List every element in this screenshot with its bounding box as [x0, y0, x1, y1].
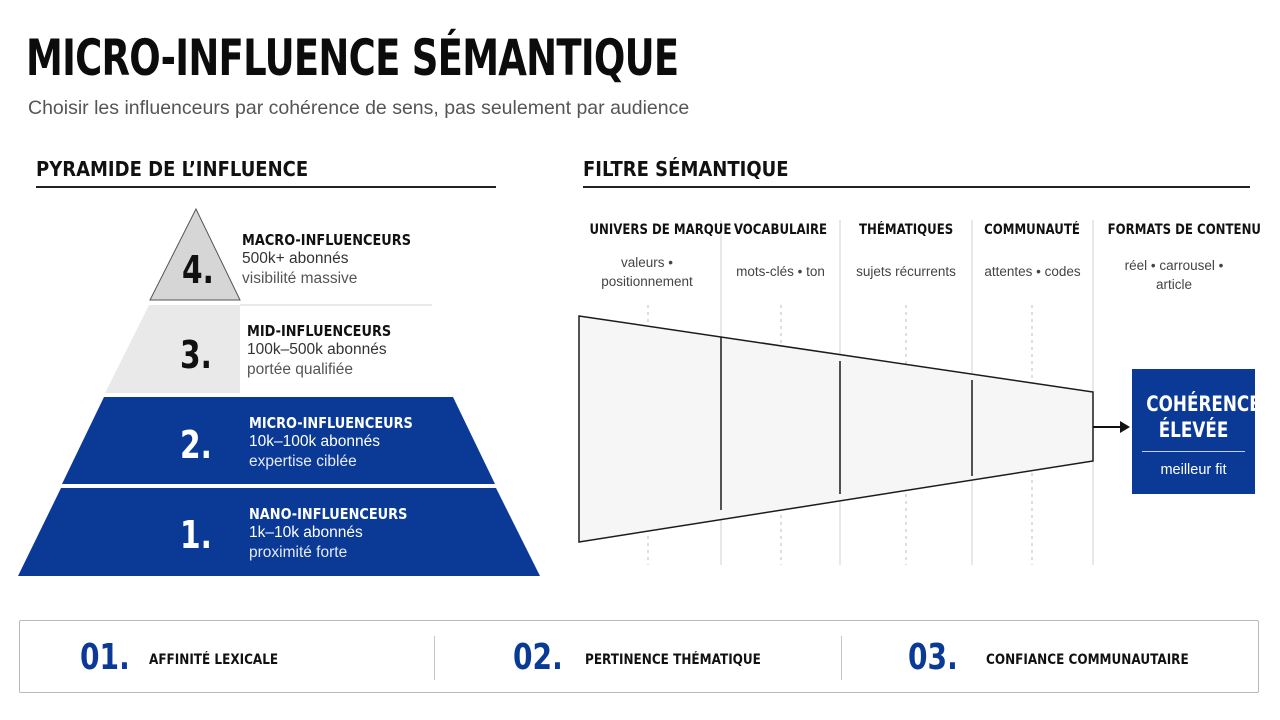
filter-section-title: FILTRE SÉMANTIQUE [583, 157, 789, 181]
criterion-2-label: PERTINENCE THÉMATIQUE [585, 652, 761, 668]
arrow-head-icon [1120, 421, 1130, 433]
stage-3-desc: sujets récurrents [856, 264, 956, 279]
result-title: COHÉRENCE ÉLEVÉE [1146, 392, 1261, 442]
stage-4-desc: attentes • codes [984, 264, 1081, 279]
pyramid-tier-1 [180, 515, 221, 555]
tier-1-audience: 1k–10k abonnés [249, 524, 363, 541]
tier-2-audience: 10k–100k abonnés [249, 433, 381, 450]
pyramid-section-rule [36, 186, 496, 188]
pyramid-tier-3-text [247, 322, 415, 380]
result-box [1132, 369, 1261, 494]
stage-3-title: THÉMATIQUES [858, 222, 954, 238]
page-title: MICRO-INFLUENCE SÉMANTIQUE [26, 29, 679, 87]
pyramid-section-title: PYRAMIDE DE L’INFLUENCE [36, 157, 309, 181]
filter-section-rule [583, 186, 1250, 188]
tier-2-number: 2. [180, 423, 212, 467]
tier-3-trait: portée qualifiée [247, 361, 353, 378]
tier-3-name: MID-INFLUENCEURS [247, 322, 392, 340]
result-subtitle: meilleur fit [1160, 462, 1227, 478]
tier-1-number: 1. [180, 513, 212, 557]
pyramid-tier-4 [182, 250, 223, 290]
tier-3-audience: 100k–500k abonnés [247, 341, 387, 358]
tier-1-trait: proximité forte [249, 544, 348, 561]
result-divider [1142, 451, 1245, 452]
stage-4-title: COMMUNAUTÉ [984, 222, 1081, 238]
tier-1-name: NANO-INFLUENCEURS [249, 505, 408, 523]
page-subtitle: Choisir les influenceurs par cohérence de sens, pas seulement par audience [28, 97, 690, 119]
tier-2-trait: expertise ciblée [249, 453, 357, 470]
tier-4-trait: visibilité massive [242, 270, 358, 287]
tier-4-audience: 500k+ abonnés [242, 250, 349, 267]
stage-guides [648, 305, 1032, 565]
tier-4-number: 4. [182, 248, 214, 292]
criterion-1-number: 01. [80, 637, 130, 678]
pyramid-tier-1-text [249, 505, 433, 563]
pyramid-tier-4-text [242, 231, 439, 289]
criteria-separator-1 [434, 636, 435, 680]
funnel-stage-walls [721, 337, 972, 510]
pyramid-tier-2 [180, 425, 221, 465]
stage-5-desc: réel • carrousel • article [1124, 258, 1224, 292]
funnel-body [579, 316, 1093, 542]
stage-5-title: FORMATS DE CONTENU [1107, 222, 1261, 238]
pyramid-tier-2-text [249, 414, 440, 472]
stage-2-desc: mots-clés • ton [736, 264, 825, 279]
criterion-3-number: 03. [908, 637, 958, 678]
stage-1-title: UNIVERS DE MARQUE [589, 222, 732, 238]
stage-1-desc: valeurs • positionnement [601, 255, 693, 289]
criterion-1-label: AFFINITÉ LEXICALE [149, 652, 279, 668]
tier-3-number: 3. [180, 333, 212, 377]
tier-4-name: MACRO-INFLUENCEURS [242, 231, 412, 249]
stage-2-title: VOCABULAIRE [733, 222, 828, 238]
tier-2-name: MICRO-INFLUENCEURS [249, 414, 413, 432]
pyramid-tier-3 [180, 335, 221, 375]
criterion-3-label: CONFIANCE COMMUNAUTAIRE [986, 652, 1189, 668]
criteria-separator-2 [841, 636, 842, 680]
criterion-2-number: 02. [513, 637, 563, 678]
